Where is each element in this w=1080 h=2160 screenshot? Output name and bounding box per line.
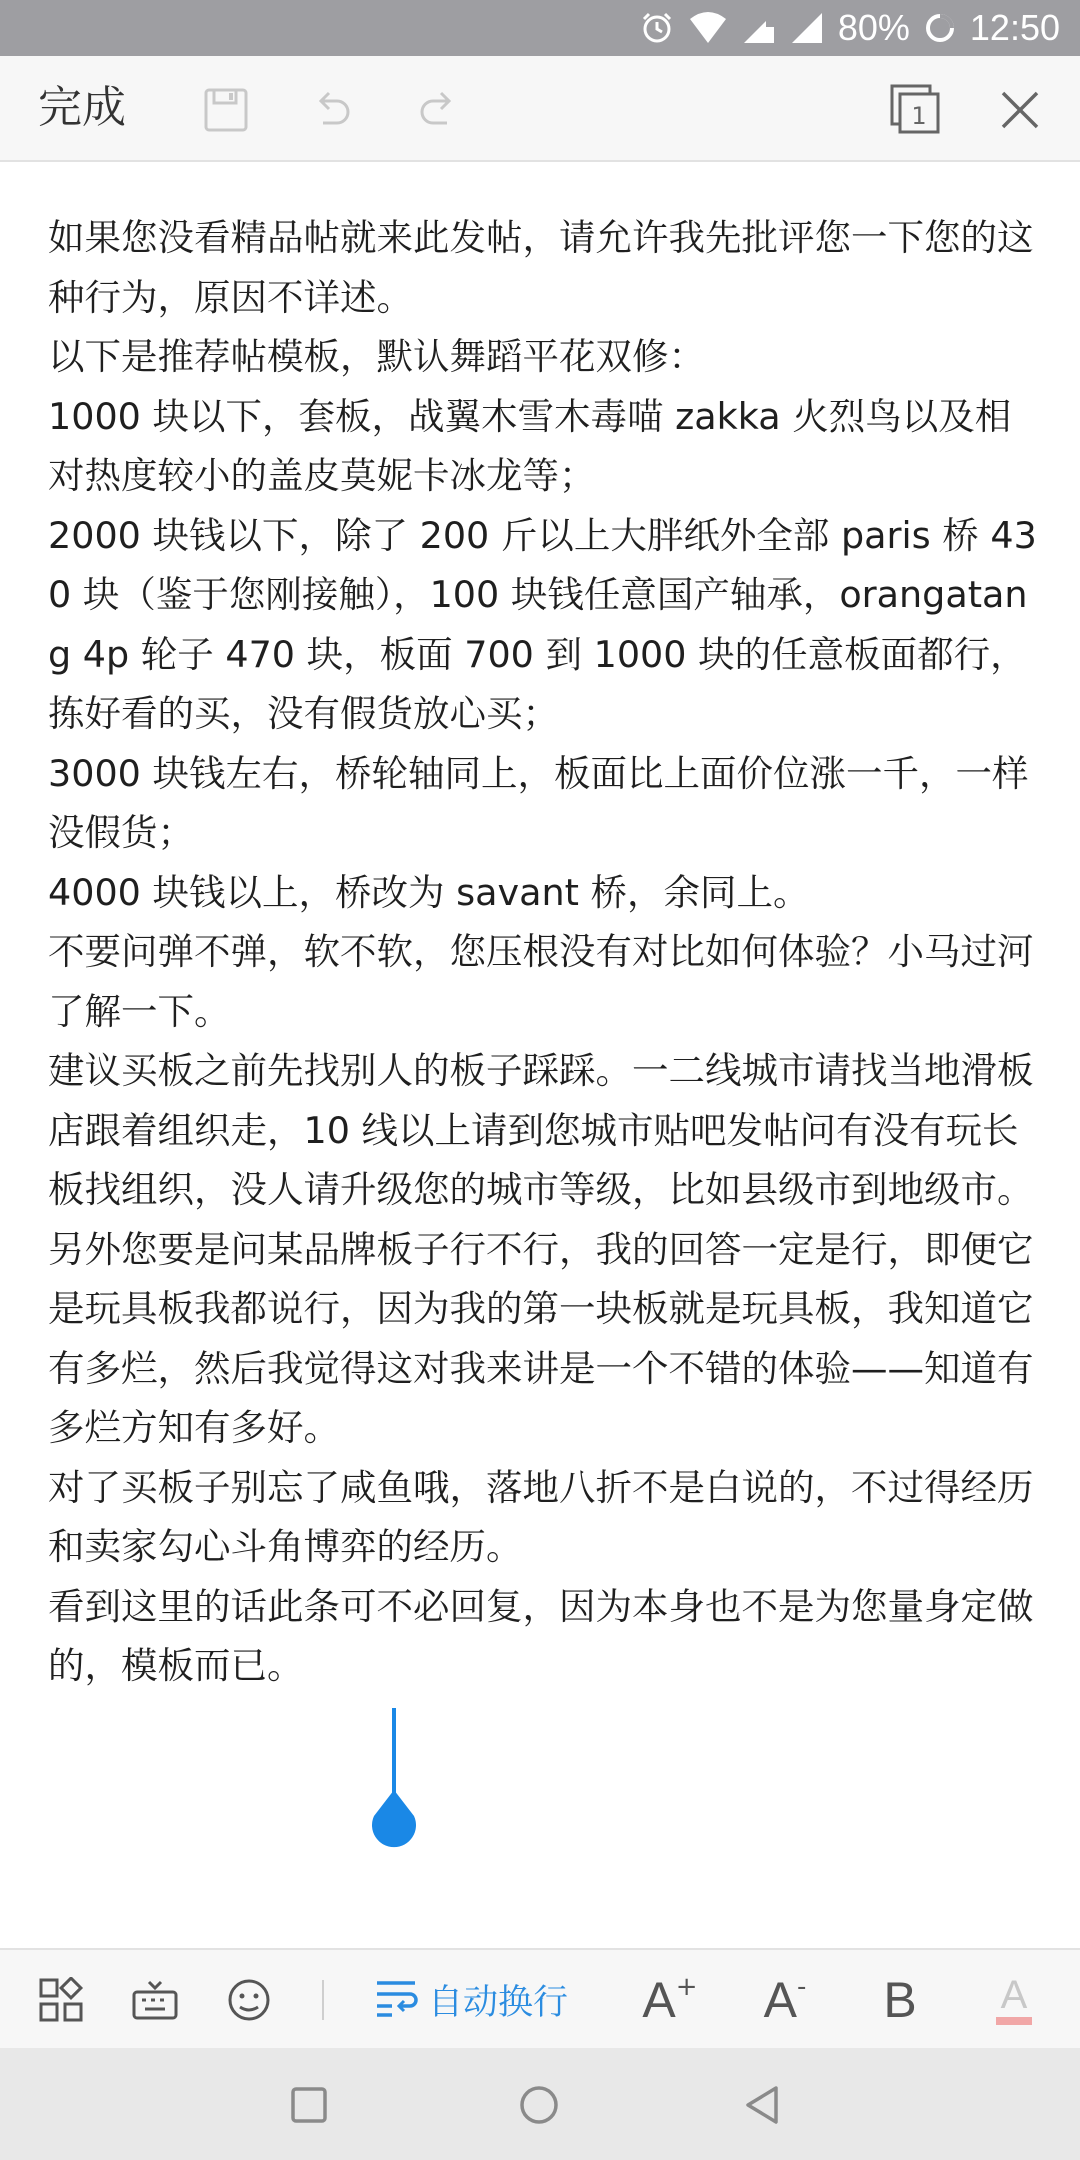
- back-icon[interactable]: [738, 2080, 788, 2130]
- page-count: 1: [911, 102, 927, 130]
- save-icon[interactable]: [198, 82, 254, 138]
- signal-icon-2: [790, 11, 824, 45]
- paragraph[interactable]: 以下是推荐帖模板，默认舞蹈平花双修：: [48, 335, 705, 378]
- battery-icon: [924, 12, 956, 44]
- bold-glyph: B: [883, 1972, 917, 2028]
- emoji-icon[interactable]: [224, 1972, 274, 2028]
- font-color-button[interactable]: [992, 1972, 1036, 2028]
- page-count-icon[interactable]: [888, 82, 944, 138]
- alarm-icon: [640, 11, 674, 45]
- status-bar: [0, 0, 1080, 56]
- wrap-label: 自动换行: [428, 1983, 569, 2023]
- font-increase-glyph: A: [642, 1972, 676, 2028]
- wrap-icon: [374, 1977, 418, 2023]
- paragraph[interactable]: 2000 块钱以下，除了 200 斤以上大胖纸外全部 paris 桥 430 块（鉴于您刚接触），100 块钱任意国产轴承，orangatang 4p 轮子 470 块，板面 700 到 1000 块的任意板面都行，拣好看的买，没有假货放心买；: [48, 513, 1037, 735]
- minus-icon: -: [796, 1972, 807, 2002]
- paragraph[interactable]: 建议买板之前先找别人的板子踩踩。一二线城市请找当地滑板店跟着组织走，10 线以上请到您城市贴吧发帖问有没有玩长板找组织，没人请升级您的城市等级，比如县级市到地级市。: [48, 1049, 1034, 1211]
- home-icon[interactable]: [514, 2080, 564, 2130]
- color-swatch: [996, 2017, 1032, 2025]
- font-color-glyph: A: [1000, 1973, 1028, 2017]
- editor-toolbar: [0, 56, 1080, 162]
- font-decrease-button[interactable]: [760, 1972, 810, 2028]
- font-decrease-glyph: A: [763, 1972, 797, 2028]
- navigation-bar: [0, 2048, 1080, 2160]
- undo-icon[interactable]: [304, 82, 360, 138]
- paragraph[interactable]: 3000 块钱左右，桥轮轴同上，板面比上面价位涨一千，一样没假货；: [48, 751, 1029, 854]
- redo-icon[interactable]: [410, 82, 466, 138]
- paragraph[interactable]: 对了买板子别忘了咸鱼哦，落地八折不是白说的，不过得经历和卖家勾心斗角博弈的经历。: [48, 1465, 1034, 1568]
- paragraph[interactable]: 不要问弹不弹，软不软，您压根没有对比如何体验？小马过河了解一下。: [48, 930, 1034, 1033]
- wifi-icon: [688, 11, 728, 45]
- close-icon[interactable]: [992, 82, 1048, 138]
- plus-icon: +: [675, 1972, 698, 2002]
- toolbar-divider: [322, 1980, 324, 2020]
- keyboard-icon[interactable]: [130, 1972, 180, 2028]
- document-body[interactable]: [48, 208, 1038, 1696]
- paragraph[interactable]: 4000 块钱以上，桥改为 savant 桥，余同上。: [48, 870, 810, 914]
- apps-icon[interactable]: [36, 1972, 86, 2028]
- font-increase-button[interactable]: [642, 1972, 698, 2028]
- recent-apps-icon[interactable]: [284, 2080, 334, 2130]
- paragraph[interactable]: 1000 块以下，套板，战翼木雪木毒喵 zakka 火烈鸟以及相对热度较小的盖皮莫妮卡冰龙等；: [48, 394, 1012, 497]
- paragraph[interactable]: 看到这里的话此条可不必回复，因为本身也不是为您量身定做的，模板而已。: [48, 1584, 1034, 1687]
- done-button[interactable]: 完成: [38, 82, 126, 133]
- cursor-handle[interactable]: [368, 1790, 420, 1856]
- paragraph[interactable]: 另外您要是问某品牌板子行不行，我的回答一定是行，即便它是玩具板我都说行，因为我的第一块板就是玩具板，我知道它有多烂，然后我觉得这对我来讲是一个不错的体验——知道有多烂方知有多好。: [48, 1227, 1034, 1449]
- wrap-toggle[interactable]: [374, 1972, 568, 2028]
- paragraph[interactable]: 如果您没看精品帖就来此发帖，请允许我先批评您一下您的这种行为，原因不详述。: [48, 216, 1034, 319]
- clock: 12:50: [969, 7, 1060, 48]
- signal-icon: [742, 11, 776, 45]
- bold-button[interactable]: [878, 1972, 922, 2028]
- battery-percent: 80%: [837, 7, 910, 48]
- format-toolbar: [0, 1948, 1080, 2048]
